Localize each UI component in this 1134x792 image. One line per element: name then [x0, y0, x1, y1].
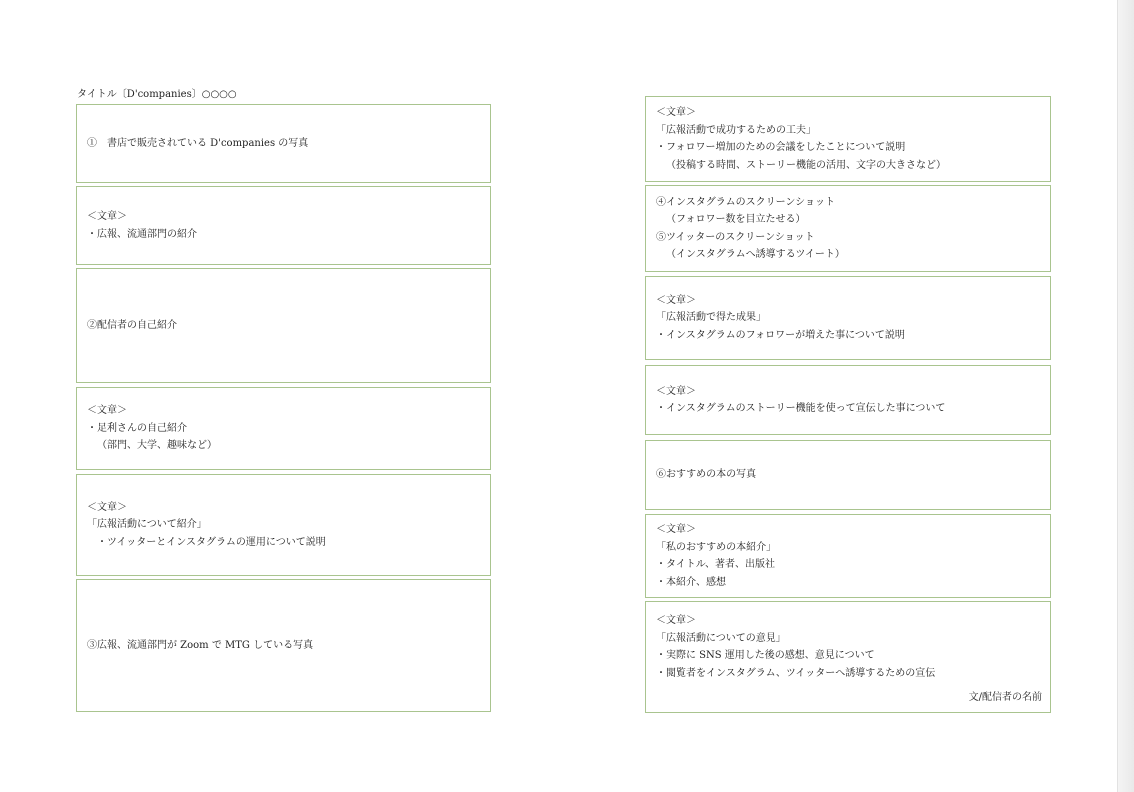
right-box-1-line-3: ・フォロワー増加のための会議をしたことについて説明 [656, 142, 906, 153]
right-box-1-line-1: ＜文章＞ [656, 107, 696, 118]
right-box-3-line-3: ・インスタグラムのフォロワーが増えた事について説明 [656, 329, 905, 341]
left-box-4 [76, 387, 491, 470]
right-box-5-line-1: ⑥おすすめの本の写真 [656, 469, 757, 481]
right-box-1-line-4: （投稿する時間、ストーリー機能の活用、文字の大きさなど） [666, 159, 946, 171]
right-box-1-line-2: 「広報活動で成功するための工夫」 [656, 124, 816, 136]
left-box-5 [76, 474, 491, 576]
right-box-6-line-3: ・タイトル、著者、出版社 [656, 559, 775, 570]
right-box-7-line-2: 「広報活動についての意見」 [656, 632, 786, 644]
right-box-3-line-2: 「広報活動で得た成果」 [656, 312, 766, 324]
right-box-6-line-4: ・本紹介、感想 [656, 576, 726, 588]
right-box-6-line-1: ＜文章＞ [656, 524, 696, 535]
right-box-6 [645, 514, 1051, 598]
left-box-4-line-1: ＜文章＞ [87, 405, 127, 417]
left-box-4-line-2: ・足利さんの自己紹介 [87, 422, 187, 434]
right-box-2 [645, 185, 1051, 272]
right-box-3-line-1: ＜文章＞ [656, 294, 696, 306]
left-box-3 [76, 268, 491, 383]
left-box-1 [76, 104, 491, 183]
left-box-6-line-1: ③広報、流通部門が Zoom で MTG している写真 [87, 639, 314, 651]
right-box-7-line-1: ＜文章＞ [656, 615, 696, 626]
left-box-6 [76, 579, 491, 712]
right-box-7 [645, 601, 1051, 713]
document-title: タイトル〔D'companies〕○○○○ [77, 89, 237, 100]
right-box-6-line-2: 「私のおすすめの本紹介」 [656, 541, 777, 553]
left-box-5-line-3: ・ツイッターとインスタグラムの運用について説明 [97, 536, 326, 548]
right-box-3 [645, 276, 1051, 360]
right-box-4 [645, 365, 1051, 435]
right-box-2-line-4: （インスタグラムへ誘導するツイート） [666, 249, 845, 260]
left-box-5-line-1: ＜文章＞ [87, 501, 127, 513]
left-box-2 [76, 186, 491, 265]
left-box-5-line-2: 「広報活動について紹介」 [87, 519, 207, 531]
left-box-1-line-1: ① 書店で販売されている D'companies の写真 [87, 137, 309, 149]
right-box-2-line-3: ⑤ツイッターのスクリーンショット [656, 231, 815, 243]
left-box-3-line-1: ②配信者の自己紹介 [87, 319, 177, 331]
left-box-2-line-2: ・広報、流通部門の紹介 [87, 228, 197, 240]
right-box-7-line-4: ・閲覧者をインスタグラム、ツイッターへ誘導するための宣伝 [656, 667, 936, 679]
right-box-2-line-2: （フォロワー数を目立たせる） [666, 214, 806, 225]
page-edge [1117, 0, 1134, 792]
right-box-2-line-1: ④インスタグラムのスクリーンショット [656, 196, 835, 208]
left-box-4-line-3: （部門、大学、趣味など） [97, 440, 217, 452]
right-box-4-line-2: ・インスタグラムのストーリー機能を使って宣伝した事について [656, 403, 946, 414]
author-signature: 文/配信者の名前 [968, 691, 1042, 703]
right-box-5 [645, 440, 1051, 510]
right-box-7-line-3: ・実際に SNS 運用した後の感想、意見について [656, 650, 875, 661]
left-box-2-line-1: ＜文章＞ [87, 211, 127, 222]
right-box-1 [645, 96, 1051, 182]
right-box-4-line-1: ＜文章＞ [656, 385, 696, 397]
